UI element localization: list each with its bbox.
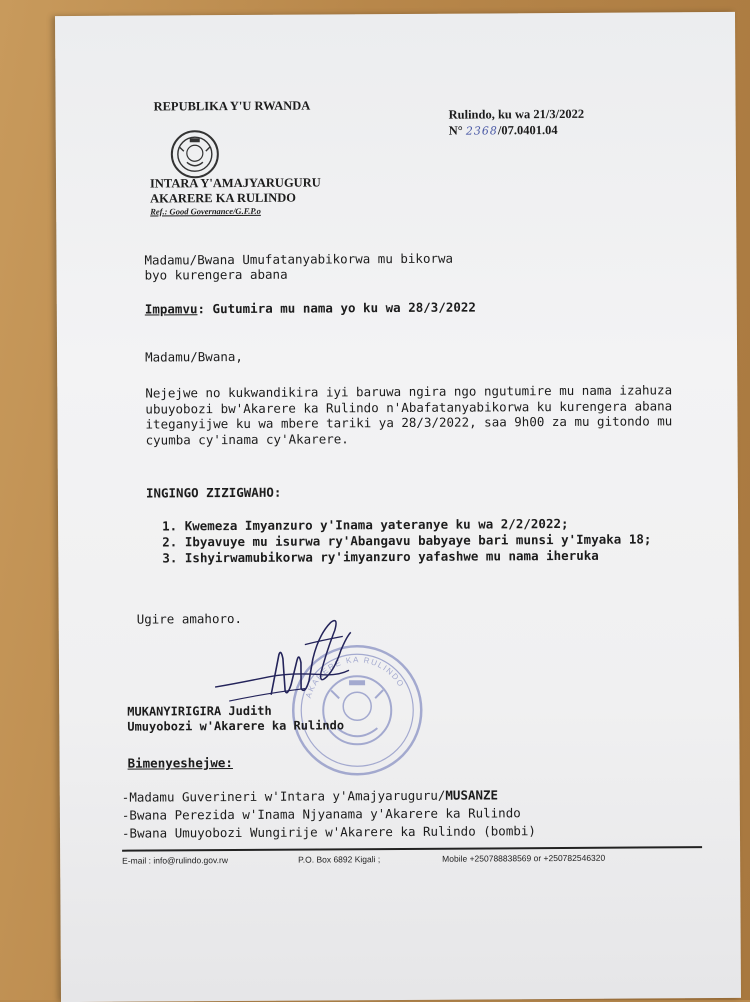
cc-line-2: -Bwana Perezida w'Inama Njyanama y'Akarere ka Rulindo (121, 805, 521, 823)
footer-divider (122, 846, 702, 852)
subject-text: : Gutumira mu nama yo ku wa 28/3/2022 (197, 299, 476, 317)
cc-heading: Bimenyeshejwe: (127, 755, 233, 771)
cc-line-1 (122, 787, 498, 804)
place-date: Rulindo, ku wa 21/3/2022 (448, 106, 585, 122)
cc-line-1-bold: MUSANZE (445, 787, 499, 803)
agenda-heading: INGINGO ZIZIGWAHO: (145, 484, 282, 501)
body-line: cyumba cy'inama cy'Akarere. (145, 430, 349, 448)
signatory-title: Umuyobozi w'Akarere ka Rulindo (127, 718, 345, 734)
republic-heading: REPUBLIKA Y'U RWANDA (153, 98, 311, 114)
agenda-item: 3. Ishyirwamubikorwa ry'imyanzuro yafashwe mu nama iheruka (162, 547, 599, 566)
agenda-item: 1. Kwemeza Imyanzuro y'Inama yateranye ku wa 2/2/2022; (162, 515, 569, 534)
subject-line (145, 300, 476, 317)
reference-number (449, 123, 558, 139)
seal-text: AKARERE KA RULINDO (303, 655, 407, 700)
signature (209, 614, 360, 710)
body-line: iteganyijwe ku wa mbere tariki ya 28/3/2022, saa 9h00 za mu gitondo mu (145, 413, 673, 432)
subject-label: Impamvu (144, 301, 198, 317)
agenda-item: 2. Ibyavuye mu isurwa ry'Abangavu babyaye bari munsi y'Imyaka 18; (162, 531, 652, 550)
ref-suffix: /07.0401.04 (497, 123, 558, 138)
ref-prefix: N° (448, 123, 463, 138)
province-name: INTARA Y'AMAJYARUGURU (149, 175, 321, 191)
salutation: Madamu/Bwana, (145, 348, 243, 365)
closing: Ugire amahoro. (136, 610, 243, 627)
signatory-name: MUKANYIRIGIRA Judith (127, 703, 272, 719)
footer-email: E-mail : info@rulindo.gov.rw (122, 855, 228, 866)
coat-of-arms-emblem (168, 129, 222, 179)
body-paragraph (145, 382, 672, 447)
handwritten-ref-number: 2368 (465, 124, 498, 138)
agenda-list (162, 515, 651, 566)
recipient-line-1: Madamu/Bwana Umufatanyabikorwa mu bikorwa (144, 250, 454, 268)
footer-pobox: P.O. Box 6892 Kigali ; (298, 854, 381, 865)
footer-mobile: Mobile +250788838569 or +250782546320 (442, 852, 606, 864)
cc-line-3: -Bwana Umuyobozi Wungirije w'Akarere ka Rulindo (bombi) (121, 823, 536, 841)
cc-line-1-text: -Madamu Guverineri w'Intara y'Amajyaruguru/ (121, 787, 446, 805)
letter-page (55, 12, 741, 1002)
body-line: Nejejwe no kukwandikira iyi baruwa ngira ngo ngutumire mu nama izahuza (145, 382, 673, 401)
district-name: AKARERE KA RULINDO (150, 190, 297, 206)
ref-line: Ref.: Good Governance/G.F.P.o (150, 205, 261, 217)
recipient-line-2: byo kurengera abana (144, 266, 288, 283)
body-line: ubuyobozi bw'Akarere ka Rulindo n'Abafatanyabikorwa ku kurengera abana (145, 397, 673, 417)
